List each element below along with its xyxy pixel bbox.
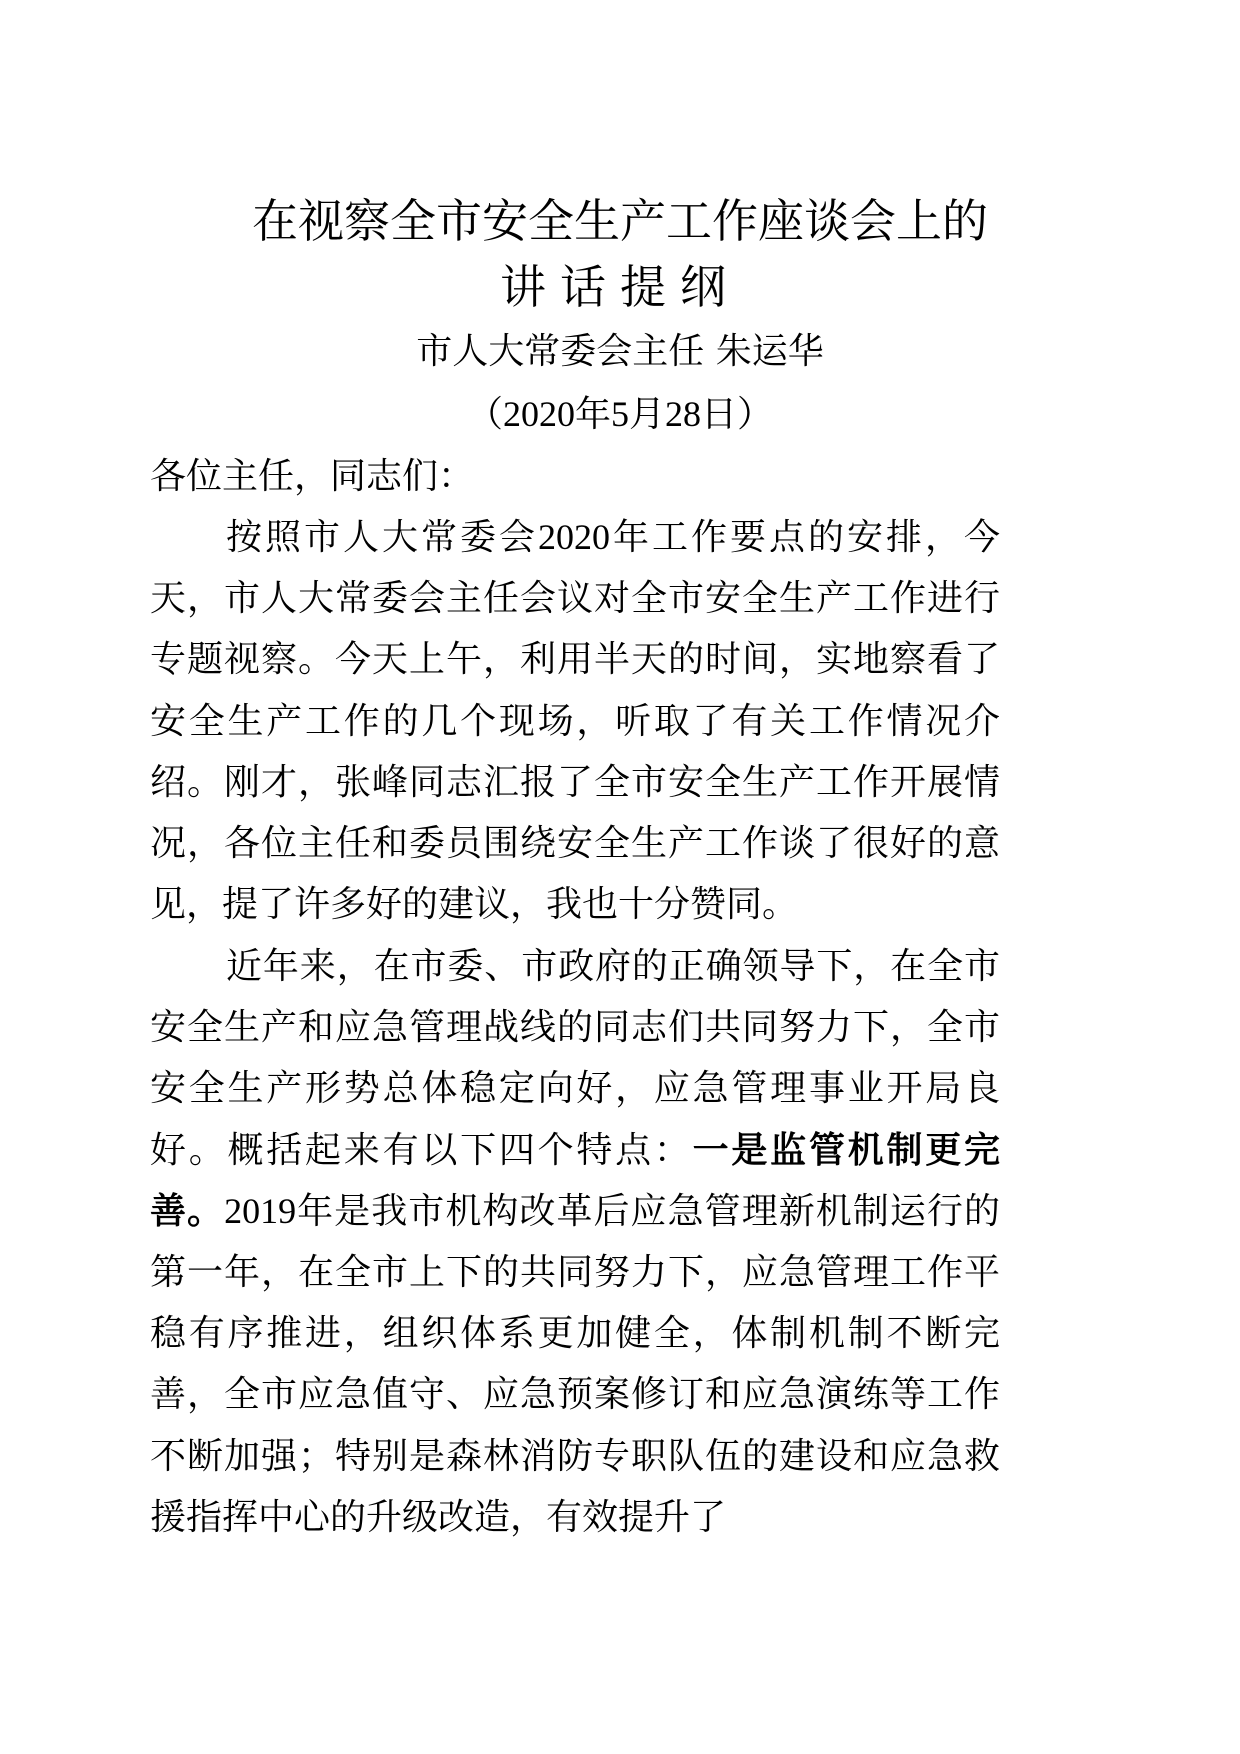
paragraph-2-year: 2019	[224, 1190, 297, 1231]
date-day-unit: 日	[701, 394, 738, 435]
paragraph-1-body: 年工作要点的安排，今天，市人大常委会主任会议对全市安全生产工作进行专题视察。今天上午，利用半天的时间，实地察看了安全生产工作的几个现场，听取了有关工作情况介绍。刚才，张峰同志汇报了全市安全生产工作开展情况，各位主任和委员围绕安全生产工作谈了很好的意见，提了许多好的建议，我也十分赞同。	[150, 517, 1000, 926]
paragraph-1-year: 2020	[538, 517, 610, 557]
date-year-unit: 年	[574, 394, 611, 435]
date-close-paren: ）	[737, 394, 774, 435]
document-date	[0, 389, 1240, 440]
salutation: 各位主任，同志们：	[150, 456, 475, 497]
paragraph-2-body: 年是我市机构改革后应急管理新机制运行的第一年，在全市上下的共同努力下，应急管理工作平稳有序推进，组织体系更加健全，体制机制不断完善，全市应急值守、应急预案修订和应急演练等工作不断加强；特别是森林消防专职队伍的建设和应急救援指挥中心的升级改造，有效提升了	[150, 1190, 1000, 1538]
date-day: 28	[665, 394, 701, 434]
date-month: 5	[610, 394, 629, 434]
document-author: 市人大常委会主任 朱运华	[416, 331, 824, 372]
paragraph-2-intro: 近年来，在市委、市政府的正确领导下，在全市安全生产和应急管理战线的同志们共同努力下，全市安全生产形势总体稳定向好，应急管理事业开局良好。概括起来有以下四个特点：	[150, 946, 1000, 1171]
paragraph-2	[150, 936, 1000, 1548]
date-month-unit: 月	[628, 394, 665, 435]
document-title-line-2: 讲话提纲	[500, 260, 740, 314]
date-year: 2020	[502, 394, 575, 434]
paragraph-2-bold-heading: 一是监管机制更完善。	[150, 1129, 1000, 1232]
paragraph-1-lead: 按照市人大常委会	[226, 517, 538, 558]
date-open-paren: （	[466, 394, 503, 435]
document-title-line-1: 在视察全市安全生产工作座谈会上的	[252, 194, 988, 248]
paragraph-1	[150, 507, 1000, 935]
